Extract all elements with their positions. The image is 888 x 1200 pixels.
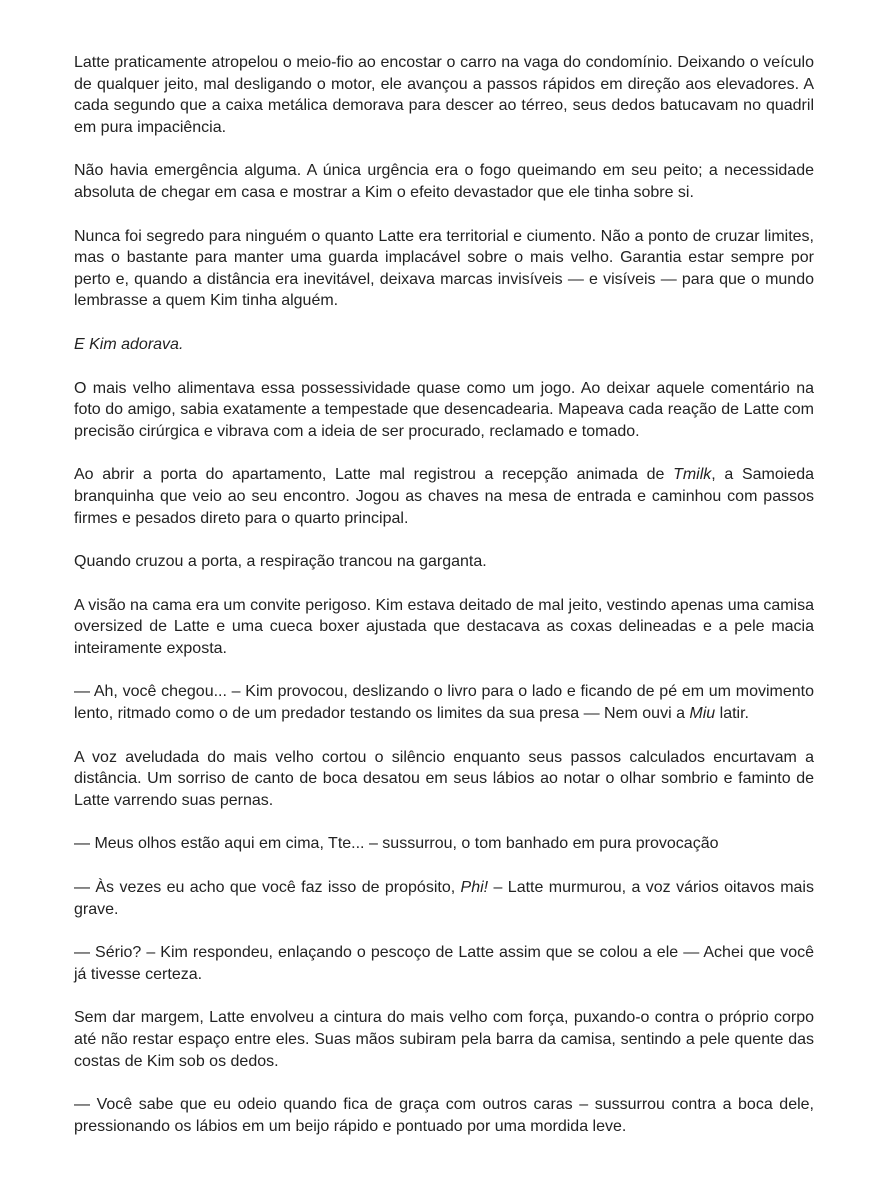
paragraph-13: — Sério? – Kim respondeu, enlaçando o pescoço de Latte assim que se colou a ele — Achei que você já tivesse certeza. — [74, 944, 814, 983]
italic-phi: Phi! — [460, 879, 489, 897]
paragraph-15: — Você sabe que eu odeio quando fica de graça com outros caras – sussurrou contra a boca dele, pressionando os lábios em um beijo rápido e pontuado por uma mordida leve. — [74, 1096, 814, 1135]
paragraph-4 — [74, 334, 814, 356]
paragraph-9: — Ah, você chegou... – Kim provocou, deslizando o livro para o lado e ficando de pé em um movimento lento, ritmado como o de um predador testando os limites da sua presa — Nem ouvi a Miu latir. — [74, 683, 814, 723]
italic-name-miu: Miu — [689, 705, 716, 723]
paragraph-1: Latte praticamente atropelou o meio-fio ao encostar o carro na vaga do condomínio. Deixando o veículo de qualquer jeito, mal desligando o motor, ele avançou a passos rápidos em direção aos elevadores. A cada segundo que a caixa metálica demorava para descer ao térreo, seus dedos batucavam no quadril em pura impaciência. — [74, 54, 814, 136]
paragraph-8: A visão na cama era um convite perigoso. Kim estava deitado de mal jeito, vestindo apenas uma camisa oversized de Latte e uma cueca boxer ajustada que destacava as coxas delineadas e a pele macia inteiramente exposta. — [74, 596, 814, 657]
paragraph-10: A voz aveludada do mais velho cortou o silêncio enquanto seus passos calculados encurtavam a distância. Um sorriso de canto de boca desatou em seus lábios ao notar o olhar sombrio e faminto de Latte varrendo suas pernas. — [74, 748, 814, 809]
italic-name-tmilk: Tmilk — [673, 466, 712, 484]
paragraph-7: Quando cruzou a porta, a respiração trancou na garganta. — [74, 553, 487, 571]
paragraph-12: — Às vezes eu acho que você faz isso de propósito, Phi! – Latte murmurou, a voz vários oitavos mais grave. — [74, 879, 814, 918]
italic-line: E Kim adorava. — [74, 335, 184, 353]
paragraph-5: O mais velho alimentava essa possessividade quase como um jogo. Ao deixar aquele comentário na foto do amigo, sabia exatamente a tempestade que desencadearia. Mapeava cada reação de Latte com precisão cirúrgica e vibrava com a ideia de ser procurado, reclamado e tomado. — [74, 379, 814, 440]
paragraph-2: Não havia emergência alguma. A única urgência era o fogo queimando em seu peito; a necessidade absoluta de chegar em casa e mostrar a Kim o efeito devastador que ele tinha sobre si. — [74, 162, 814, 201]
paragraph-11: — Meus olhos estão aqui em cima, Tte... – sussurrou, o tom banhado em pura provocação — [74, 835, 719, 853]
paragraph-3: Nunca foi segredo para ninguém o quanto Latte era territorial e ciumento. Não a ponto de cruzar limites, mas o bastante para manter uma guarda implacável sobre o mais velho. Garantia estar sempre por perto e, quando a distância era inevitável, deixava marcas invisíveis — e visíveis — para que o mundo lembrasse a quem Kim tinha alguém. — [74, 227, 814, 310]
paragraph-14: Sem dar margem, Latte envolveu a cintura do mais velho com força, puxando-o contra o próprio corpo até não restar espaço entre eles. Suas mãos subiram pela barra da camisa, sentindo a pele quente das costas de Kim sob os dedos. — [74, 1009, 814, 1070]
paragraph-6: Ao abrir a porta do apartamento, Latte mal registrou a recepção animada de Tmilk, a Samoieda branquinha que veio ao seu encontro. Jogou as chaves na mesa de entrada e caminhou com passos firmes e pesados direto para o quarto principal. — [74, 466, 815, 527]
